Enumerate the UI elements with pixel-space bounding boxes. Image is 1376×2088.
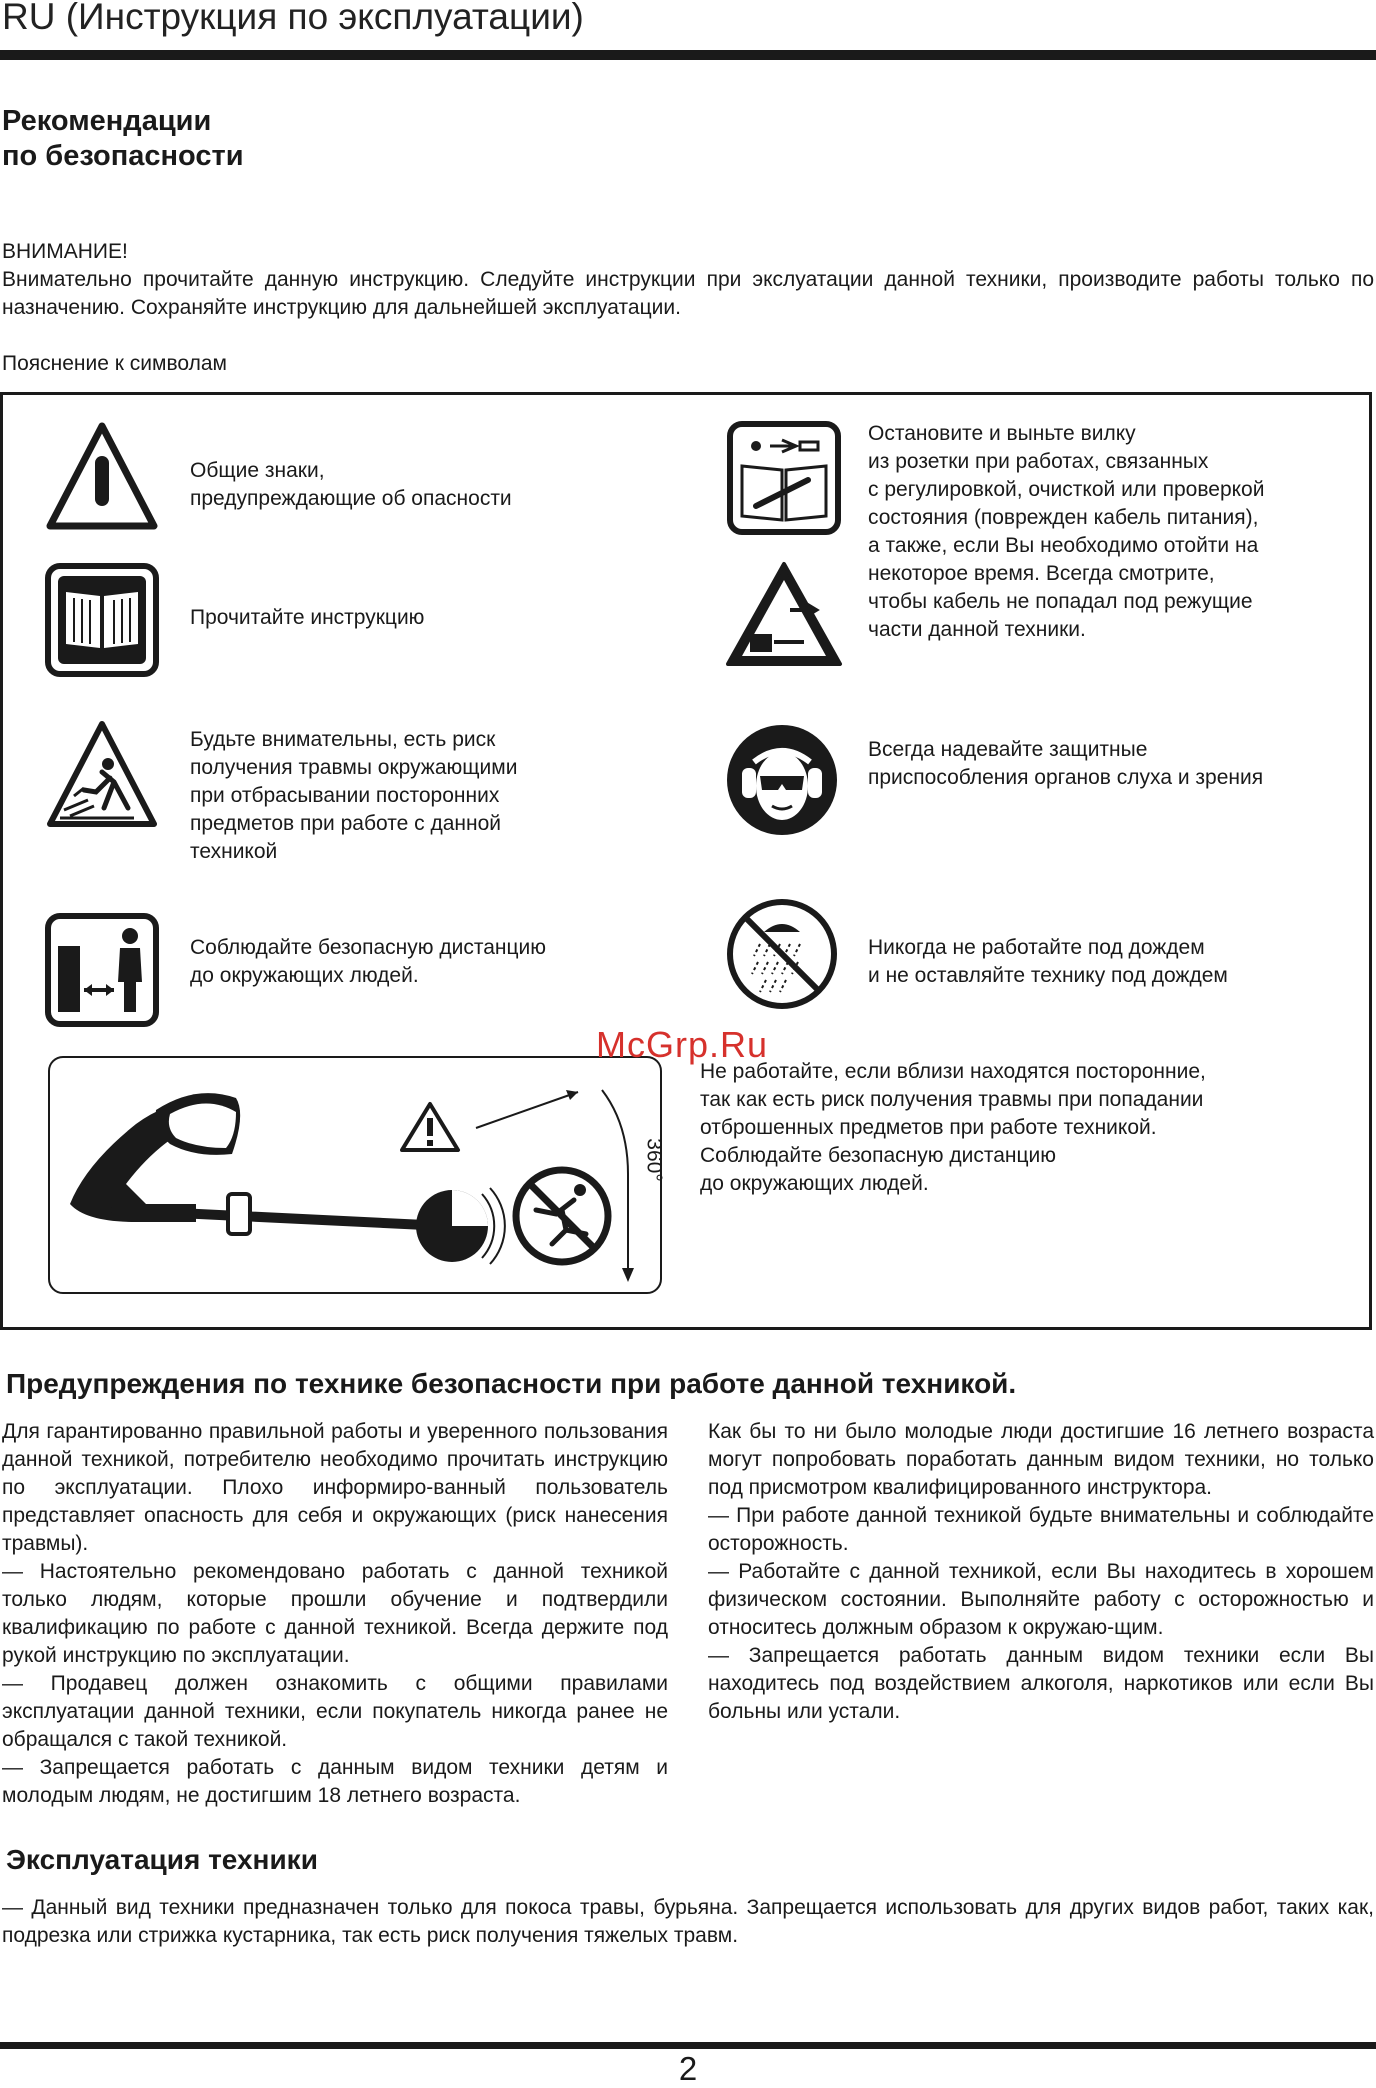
no-rain-icon — [724, 896, 840, 1012]
bystanders-text: Не работайте, если вблизи находятся посторонние, так как есть риск получения травмы при попадании отброшенных предметов при работе техникой. Соблюдайте безопасную дистанцию до окружающих людей. — [700, 1060, 1206, 1195]
rain-text: Никогда не работайте под дождем и не оставляйте технику под дождем — [868, 936, 1228, 987]
general-warning-text: Общие знаки, предупреждающие об опасности — [190, 459, 512, 510]
footer-divider — [0, 2042, 1376, 2049]
safety-title-line1: Рекомендации — [2, 105, 212, 137]
ear-eye-protection-icon — [724, 722, 840, 838]
header-title: RU (Инструкция по эксплуатации) — [2, 0, 584, 37]
protection-text: Всегда надевайте защитные приспособления органов слуха и зрения — [868, 738, 1264, 789]
attention-text: Внимательно прочитайте данную инструкцию. Следуйте инструкции при экслуатации данной техники, производите работы только по назначению. Сохраняйте инструкцию для дальнейшей эксплуатации. — [2, 268, 1374, 319]
unplug-manual-icon — [726, 420, 842, 536]
watermark: McGrp.Ru — [596, 1024, 769, 1065]
thrown-objects-icon — [44, 718, 160, 830]
unplug-text: Остановите и выньте вилку из розетки при работах, связанных с регулировкой, очисткой или проверкой состояния (поврежден кабель питания), а также, если Вы необходимо отойти на некоторое время. Всегда смотрите, чтобы кабель не попадал под режущие части данной техники. — [868, 422, 1265, 641]
operation-title: Эксплуатация техники — [6, 1844, 318, 1875]
warnings-left-column: Для гарантированно правильной работы и уверенного пользования данной техникой, потребителю необходимо прочитать инструкцию по эксплуатации. Плохо информиро-ванный пользователь представляет опасность для себя и окружающих (риск нанесения травмы). — Настоятельно рекомендовано работать с данной техникой только людям, которые прошли обучение и подтвердили квалификацию по работе с данной техникой. Всегда держите под рукой инструкцию по эксплуатации. — Продавец должен ознакомить с общими правилами эксплуатации данной техники, если покупатель никогда ранее не обращался с такой техникой. — Запрещается работать с данным видом техники детям и молодым людям, не достигшим 18 летнего возраста. — [2, 1420, 668, 1807]
header-divider — [0, 50, 1376, 60]
safe-distance-icon — [44, 912, 160, 1028]
symbol-legend-label: Пояснение к символам — [2, 352, 227, 375]
page-number: 2 — [678, 2050, 698, 2087]
bystanders-warning-illustration — [46, 1054, 664, 1296]
safety-title-line2: по безопасности — [2, 140, 244, 172]
unplug-warning-icon — [724, 560, 844, 668]
operation-text: — Данный вид техники предназначен только для покоса травы, бурьяна. Запрещается использовать для других видов работ, таких как, подрезка или стрижка кустарника, так есть риск получения тяжелых травм. — [2, 1896, 1374, 1947]
safety-warnings-title: Предупреждения по технике безопасности при работе данной техникой. — [6, 1368, 1017, 1399]
read-manual-text: Прочитайте инструкцию — [190, 606, 425, 629]
read-manual-icon — [44, 562, 160, 678]
safe-distance-text: Соблюдайте безопасную дистанцию до окружающих людей. — [190, 936, 546, 987]
thrown-objects-text: Будьте внимательны, есть риск получения травмы окружающими при отбрасывании посторонних предметов при работе с данной техникой — [190, 728, 518, 863]
warnings-right-column: Как бы то ни было молодые люди достигшие 16 летнего возраста могут попробовать поработать данным видом техники, но только под присмотром квалифицированного инструктора. — При работе данной техникой будьте внимательны и соблюдайте осторожность. — Работайте с данной техникой, если Вы находитесь в хорошем физическом состоянии. Выполняйте работу с осторожностью и относитесь должным образом к окружаю-щим. — Запрещается работать данным видом техники если Вы находитесь под воздействием алкоголя, наркотиков или если Вы больны или устали. — [708, 1420, 1374, 1723]
warning-triangle-icon — [44, 420, 160, 532]
angle-360-label: 360° — [642, 1138, 666, 1182]
attention-block — [2, 238, 1374, 322]
safety-section-title — [2, 104, 244, 174]
attention-label: ВНИМАНИЕ! — [2, 240, 128, 263]
